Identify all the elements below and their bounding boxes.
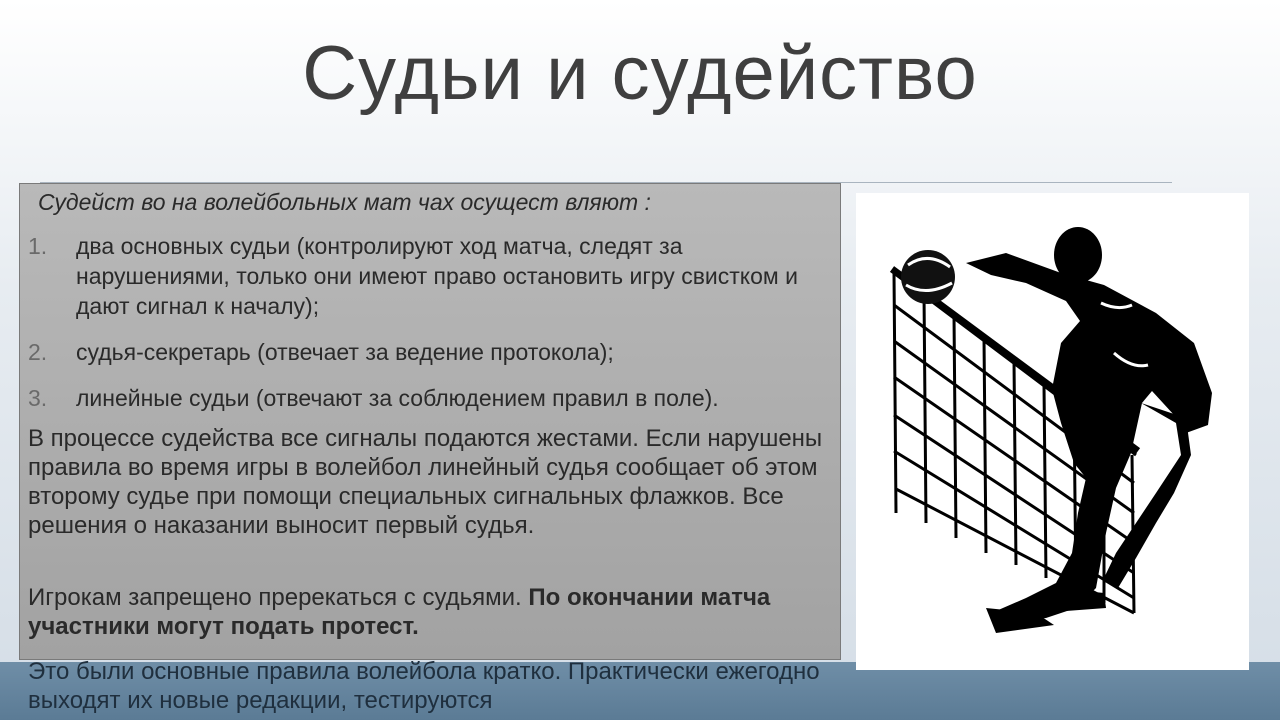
list-item <box>28 337 828 367</box>
referee-list <box>28 231 828 429</box>
protest-paragraph <box>28 583 828 641</box>
intro-text: Судейст во на волейбольных мат чах осущест вляют : <box>38 189 651 215</box>
list-number: 2. <box>28 339 48 365</box>
list-item <box>28 231 828 321</box>
list-number: 3. <box>28 385 48 411</box>
list-number: 1. <box>28 233 48 259</box>
list-text: судья-секретарь (отвечает за ведение протокола); <box>76 339 614 365</box>
list-text: линейные судьи (отвечают за соблюдением правил в поле). <box>76 385 719 411</box>
protest-bold-text: По окончании матча участники могут подать протест. <box>28 584 771 640</box>
volleyball-player-illustration <box>856 193 1249 670</box>
slide-title: Судьи и судейство <box>302 31 978 116</box>
signals-paragraph: В процессе судейства все сигналы подаются жестами. Если нарушены правила во время игры в волейбол линейный судья сообщает об этом второму судье при помощи специальных сигнальных флажков. Все решения о наказании выносит первый судья. <box>28 425 823 539</box>
volleyball-player-image <box>856 193 1249 670</box>
list-item <box>28 383 828 413</box>
protest-normal-text: Игрокам запрещено пререкаться с судьями. <box>28 584 529 611</box>
player-silhouette <box>966 227 1212 633</box>
summary-paragraph: Это были основные правила волейбола кратко. Практически ежегодно выходят их новые редакции, тестируются <box>28 658 820 714</box>
list-text: два основных судьи (контролируют ход матча, следят за нарушениями, только они имеют право остановить игру свистком и дают сигнал к началу); <box>76 233 798 319</box>
